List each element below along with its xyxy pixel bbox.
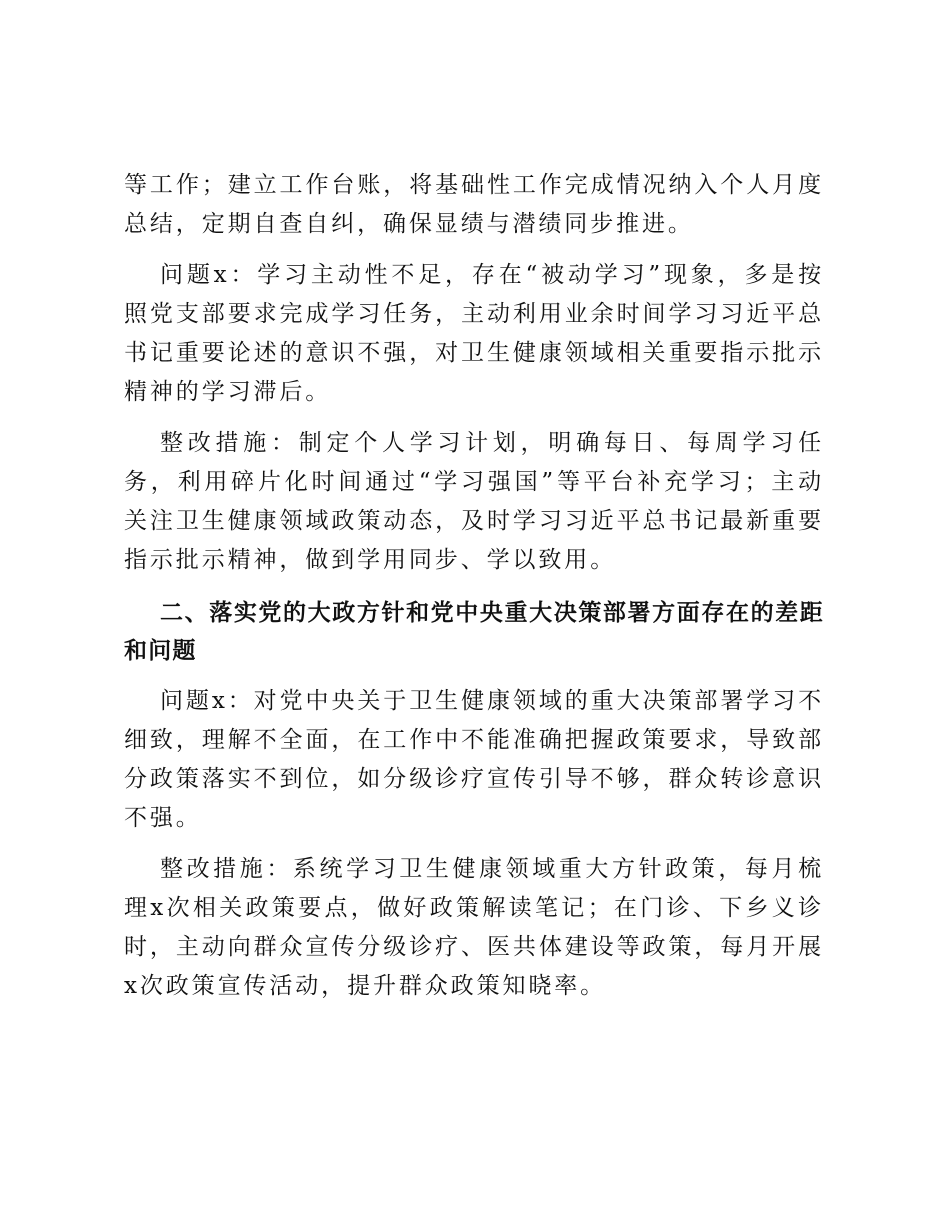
paragraph-measure-study: 整改措施：制定个人学习计划，明确每日、每周学习任务，利用碎片化时间通过“学习强国”等平台补充学习；主动关注卫生健康领域政策动态，及时学习习近平总书记最新重要指示批示精神，做到学用同步、学以致用。 xyxy=(124,430,824,573)
paragraph-problem-policy: 问题x：对党中央关于卫生健康领域的重大决策部署学习不细致，理解不全面，在工作中不能准确把握政策要求，导致部分政策落实不到位，如分级诊疗宣传引导不够，群众转诊意识不强。 xyxy=(124,688,824,831)
paragraph-continuation: 等工作；建立工作台账，将基础性工作完成情况纳入个人月度总结，定期自查自纠，确保显绩与潜绩同步推进。 xyxy=(124,172,824,237)
section-heading-2: 二、落实党的大政方针和党中央重大决策部署方面存在的差距和问题 xyxy=(124,600,824,664)
paragraph-measure-policy: 整改措施：系统学习卫生健康领域重大方针政策，每月梳理x次相关政策要点，做好政策解读笔记；在门诊、下乡义诊时，主动向群众宣传分级诊疗、医共体建设等政策，每月开展x次政策宣传活动，提升群众政策知晓率。 xyxy=(124,856,824,999)
paragraph-problem-study: 问题x：学习主动性不足，存在“被动学习”现象，多是按照党支部要求完成学习任务，主动利用业余时间学习习近平总书记重要论述的意识不强，对卫生健康领域相关重要指示批示精神的学习滞后。 xyxy=(124,262,824,405)
document-body xyxy=(124,166,824,1006)
